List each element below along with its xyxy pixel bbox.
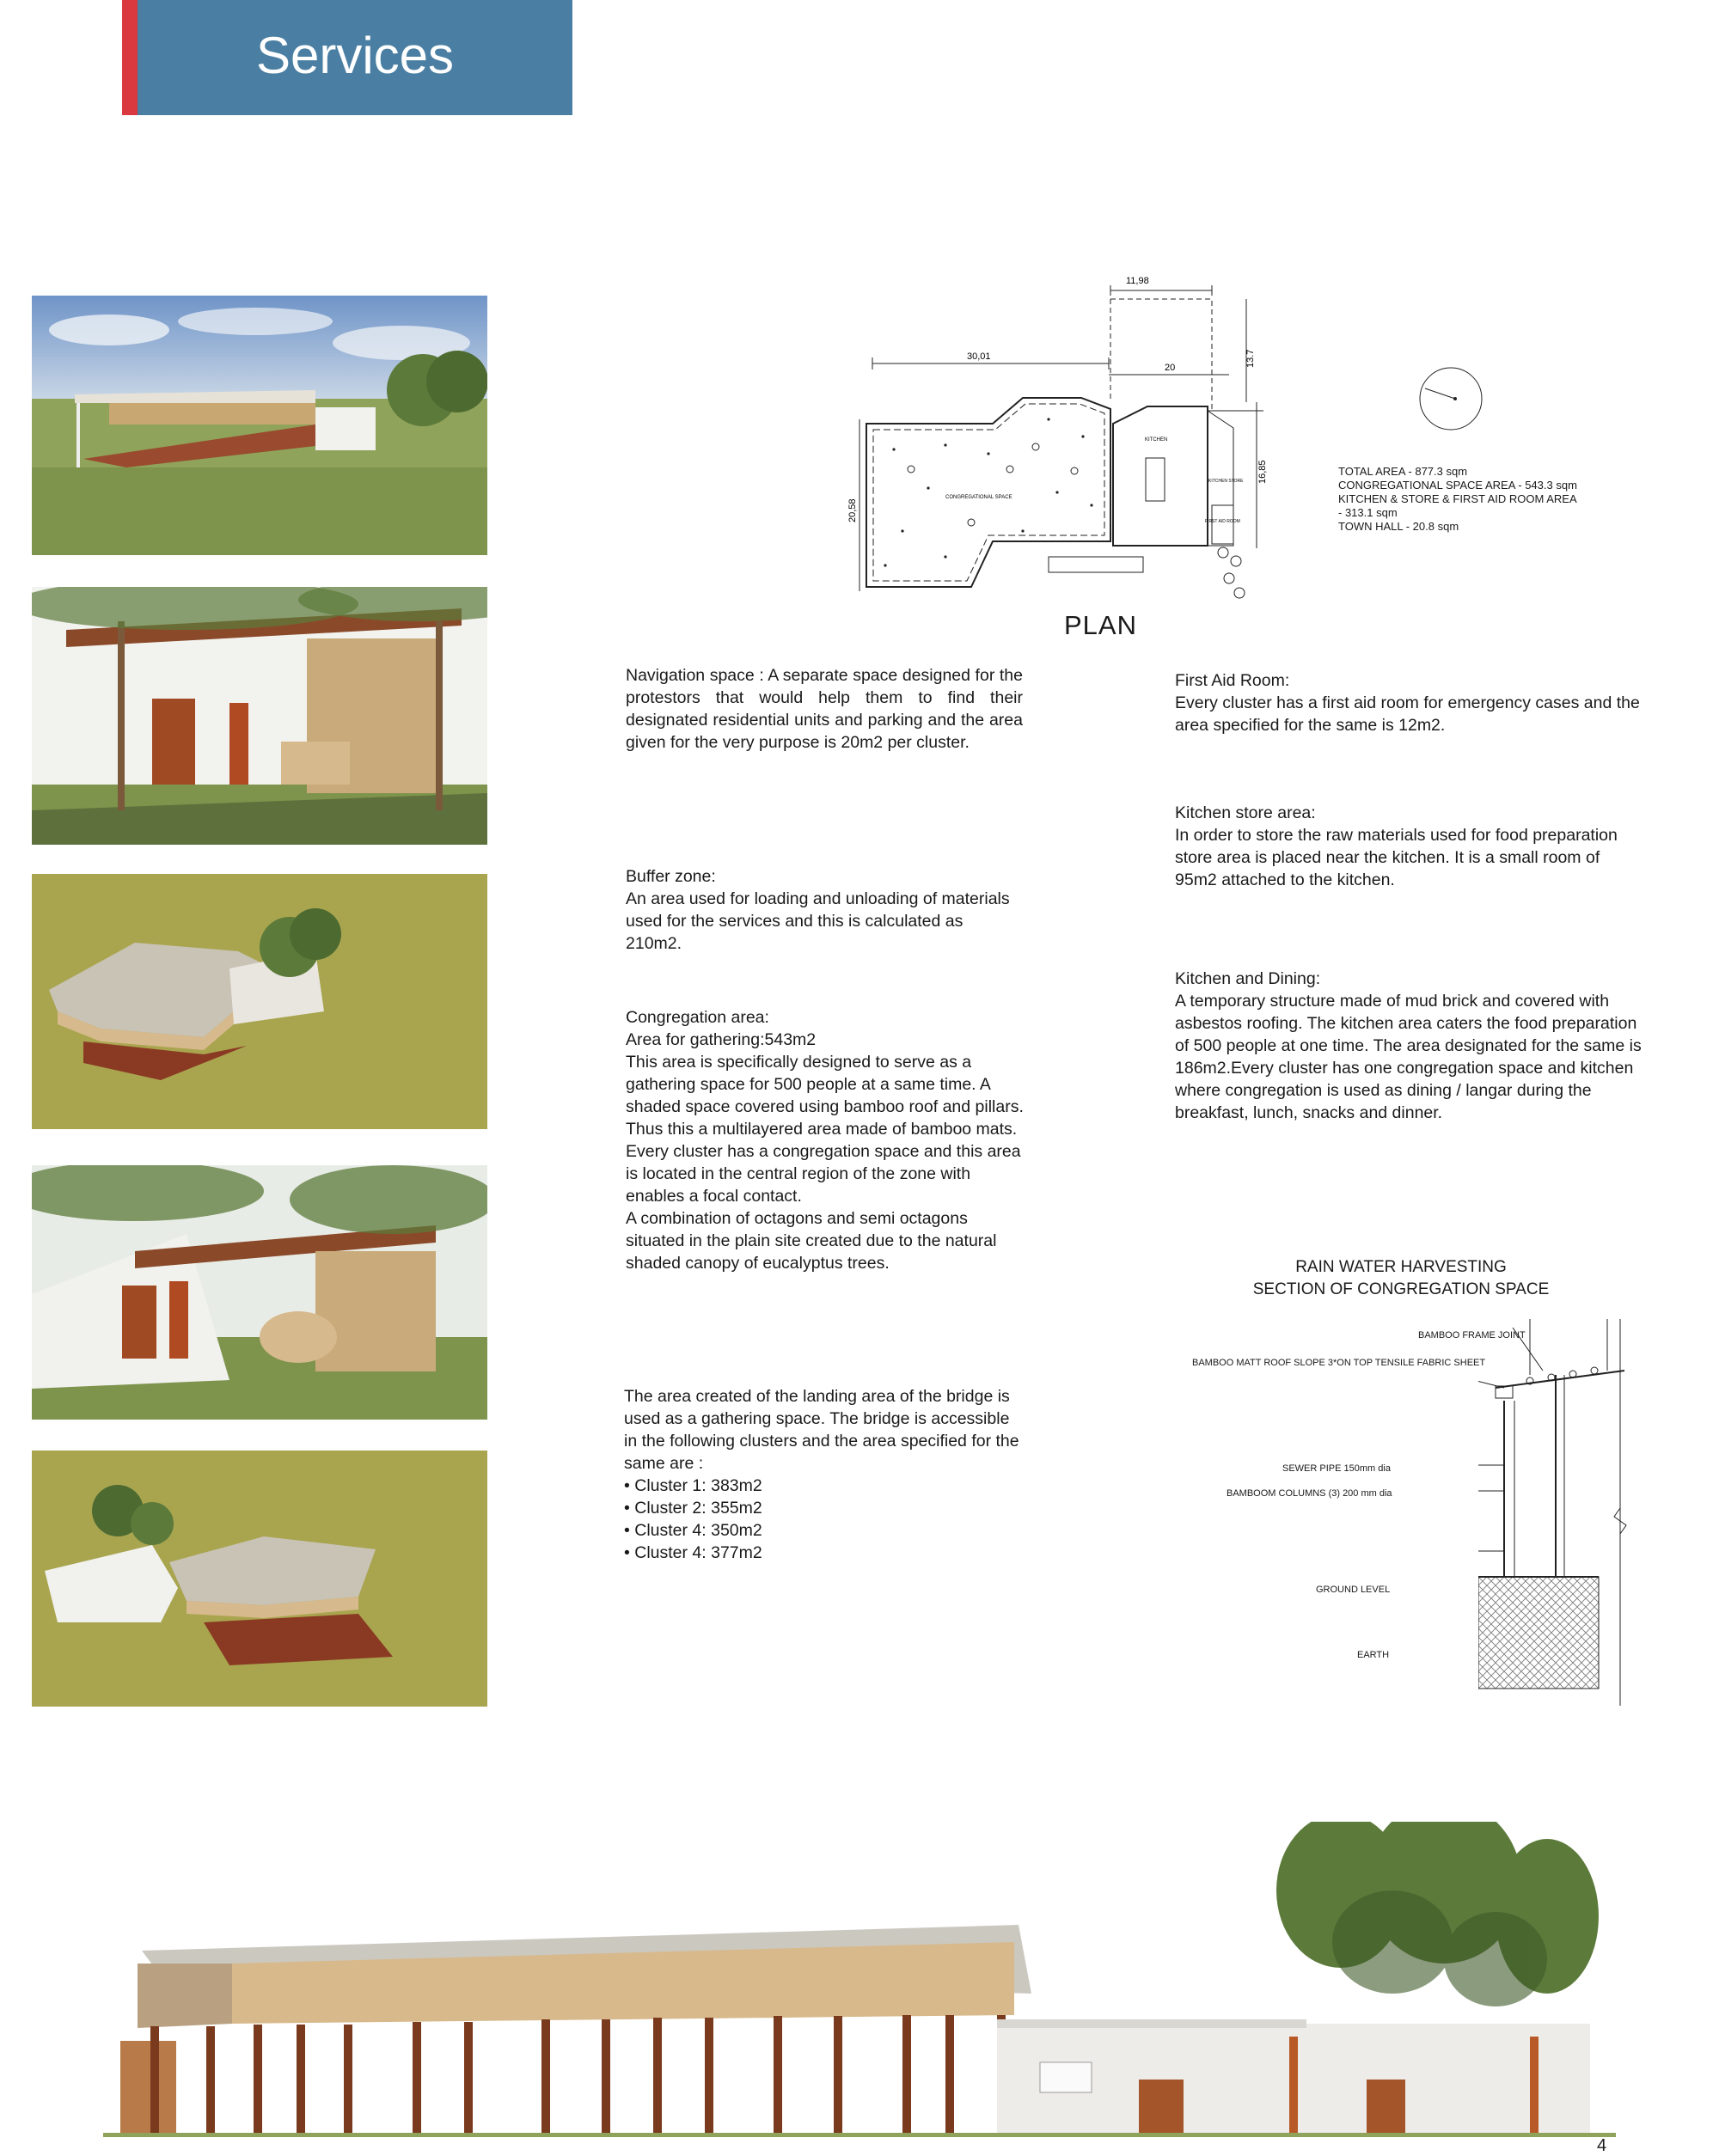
- first-aid-text: Every cluster has a first aid room for emergency cases and the area specified for the same is 12m2.: [1175, 693, 1640, 735]
- cluster-item: • Cluster 2: 355m2: [624, 1499, 762, 1518]
- plan-dim-left-side: 20,58: [847, 498, 858, 522]
- congregation-block: [626, 1006, 1030, 1274]
- buffer-zone-text: An area used for loading and unloading of materials used for the services and this is calculated as 210m2.: [626, 889, 1010, 953]
- navigation-text-block: [626, 664, 1023, 754]
- plan-room-first-aid: FIRST AID ROOM: [1205, 519, 1240, 524]
- plan-caption: PLAN: [1064, 610, 1137, 640]
- page-title: Services: [255, 27, 455, 84]
- plan-room-congregational: CONGREGATIONAL SPACE: [945, 495, 1012, 500]
- congregation-text-2: A combination of octagons and semi octagons situated in the plain site created due to the natural shaded canopy of eucalyptus trees.: [626, 1209, 997, 1273]
- kitchen-dining-heading: Kitchen and Dining:: [1175, 969, 1321, 988]
- area-line: CONGREGATIONAL SPACE AREA - 543.3 sqm: [1338, 479, 1577, 492]
- buffer-zone-block: [626, 865, 1021, 955]
- plan-dim-top: 11,98: [1126, 276, 1149, 286]
- area-line: - 313.1 sqm: [1338, 506, 1398, 519]
- title-accent-stripe: [122, 0, 138, 115]
- buffer-zone-heading: Buffer zone:: [626, 867, 716, 886]
- area-line: KITCHEN & STORE & FIRST AID ROOM AREA: [1338, 492, 1577, 505]
- section-drawing: [1478, 1319, 1685, 1706]
- label-bamboo-joint: BAMBOO FRAME JOINT: [1418, 1330, 1526, 1341]
- section-title-line1: RAIN WATER HARVESTING: [1295, 1258, 1507, 1276]
- render-aerial-view: [32, 874, 487, 1129]
- label-earth: EARTH: [1357, 1650, 1390, 1660]
- label-bamboo-columns: BAMBOOM COLUMNS (3) 200 mm dia: [1227, 1488, 1392, 1499]
- congregation-heading: Congregation area:: [626, 1008, 769, 1027]
- plan-dim-right: 16,85: [1257, 460, 1268, 484]
- navigation-text: Navigation space : A separate space designed for the protestors that would help them to find their designated residential units and parking and the area given for the very purpose is 20m2 per cluster.: [626, 666, 1023, 752]
- plan-dim-mid: 20: [1165, 363, 1176, 373]
- plan-dim-right-top: 13.7: [1245, 349, 1256, 368]
- first-aid-block: [1175, 669, 1652, 736]
- area-line: TOTAL AREA - 877.3 sqm: [1338, 465, 1468, 478]
- page-number: 4: [1597, 2136, 1607, 2155]
- render-perspective-sky: [32, 296, 487, 555]
- kitchen-store-text: In order to store the raw materials used for food preparation store area is placed near the kitchen. It is a small room of 95m2 attached to the kitchen.: [1175, 826, 1618, 889]
- kitchen-dining-block: [1175, 968, 1648, 1124]
- cluster-item: • Cluster 4: 350m2: [624, 1521, 762, 1540]
- first-aid-heading: First Aid Room:: [1175, 671, 1290, 690]
- kitchen-dining-text: A temporary structure made of mud brick and covered with asbestos roofing. The kitchen area caters the food preparation of 500 people at one time. The area designated for the same is 186m2.Every cluster has one congregation space and kitchen where congregation is used as dining / langar during the breakfast, lunch, snacks and dinner.: [1175, 992, 1642, 1122]
- cluster-item: • Cluster 4: 377m2: [624, 1543, 762, 1562]
- label-ground-level: GROUND LEVEL: [1316, 1585, 1391, 1595]
- plan-room-kitchen: KITCHEN: [1145, 437, 1168, 443]
- plan-dim-left: 30,01: [967, 351, 991, 362]
- congregation-area: Area for gathering:543m2: [626, 1030, 817, 1049]
- plan-drawing: [825, 273, 1306, 608]
- bridge-text: The area created of the landing area of the bridge is used as a gathering space. The bridge is accessible in the following clusters and the area specified for the same are :: [624, 1387, 1019, 1473]
- render-aerial-view-2: [32, 1451, 487, 1707]
- label-bamboo-roof: BAMBOO MATT ROOF SLOPE 3*ON TOP TENSILE FABRIC SHEET: [1192, 1358, 1486, 1368]
- congregation-text: This area is specifically designed to serve as a gathering space for 500 people at a same time. A shaded space covered using bamboo roof and pillars. Thus this a multilayered area made of bamboo mats. Every cluster has a congregation space and this area is located in the central region of the zone with enables a focal contact.: [626, 1053, 1024, 1206]
- plan-area-legend: [1338, 465, 1622, 534]
- cluster-item: • Cluster 1: 383m2: [624, 1476, 762, 1495]
- section-title-line2: SECTION OF CONGREGATION SPACE: [1252, 1280, 1550, 1298]
- plan-room-store: KITCHEN STORE: [1208, 479, 1244, 484]
- north-arrow-icon: [1416, 364, 1485, 433]
- section-title: [1203, 1256, 1599, 1301]
- kitchen-store-block: [1175, 802, 1639, 891]
- elevation-render: [103, 1822, 1616, 2148]
- render-pergola-closeup: [32, 587, 487, 845]
- area-line: TOWN HALL - 20.8 sqm: [1338, 520, 1459, 533]
- label-sewer-pipe: SEWER PIPE 150mm dia: [1282, 1463, 1391, 1474]
- render-pergola-angled: [32, 1165, 487, 1420]
- bridge-block: [624, 1385, 1024, 1564]
- kitchen-store-heading: Kitchen store area:: [1175, 803, 1316, 822]
